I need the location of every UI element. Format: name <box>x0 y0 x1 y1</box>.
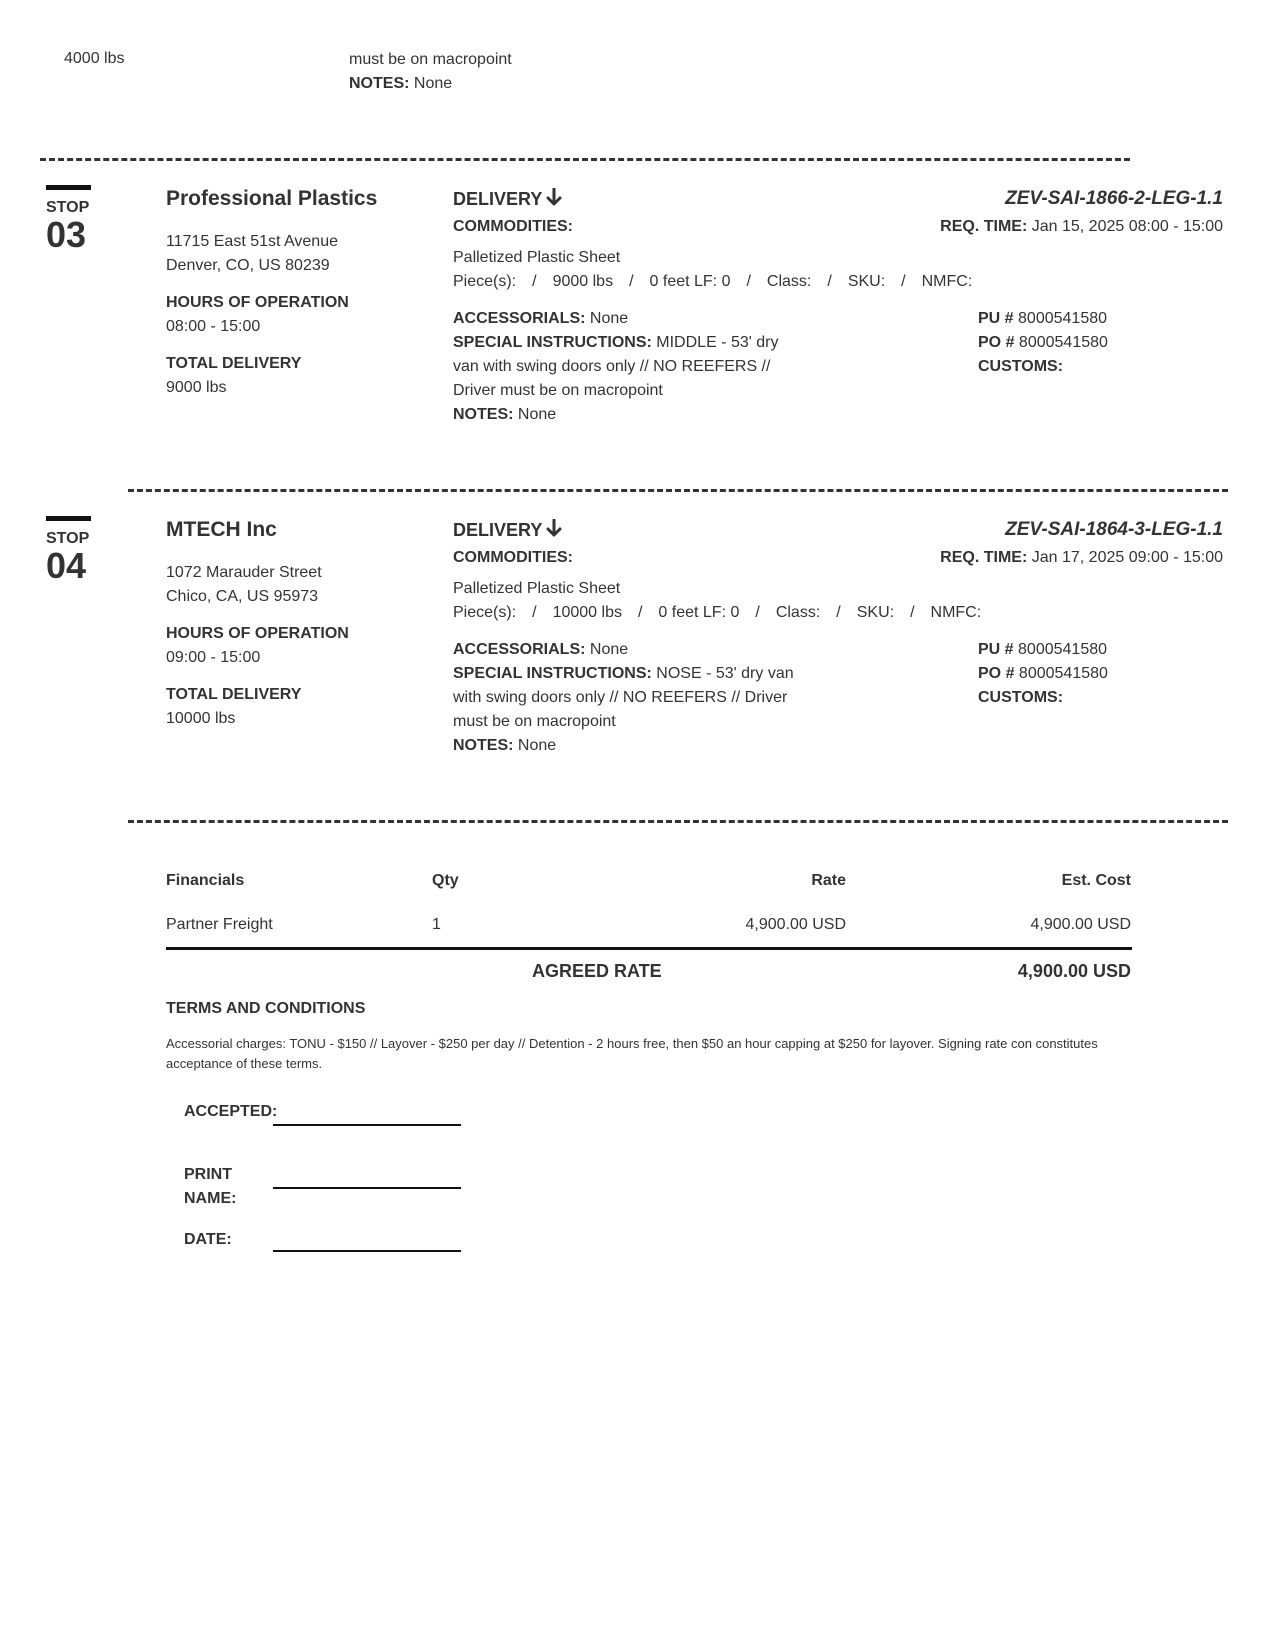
financials-cost: 4,900.00 USD <box>1030 916 1131 933</box>
separator: / <box>827 273 832 290</box>
stop-number: 03 <box>46 214 87 255</box>
pu-number <box>978 638 1107 662</box>
financials-total-rule <box>166 947 1132 950</box>
req-time-label: REQ. TIME: <box>940 549 1028 566</box>
weight-value: 10000 lbs <box>552 604 622 621</box>
total-delivery-value: 9000 lbs <box>166 379 227 396</box>
notes-value: None <box>517 737 557 754</box>
company-name: MTECH Inc <box>166 518 277 541</box>
accessorials-value: None <box>589 641 629 658</box>
special-instructions-line-2: with swing doors only // NO REEFERS // Driver <box>453 689 788 706</box>
stop-divider <box>40 158 1130 161</box>
po-value: 8000541580 <box>1018 334 1108 351</box>
special-instructions-line-2: van with swing doors only // NO REEFERS // <box>453 358 771 375</box>
req-time-value: Jan 15, 2025 08:00 - 15:00 <box>1031 218 1223 235</box>
special-instructions-line-3: must be on macropoint <box>453 713 616 730</box>
delivery-label: DELIVERY <box>453 189 543 209</box>
stop-marker-bar <box>46 185 91 190</box>
accessorials <box>453 307 628 331</box>
customs-label: CUSTOMS: <box>978 689 1064 706</box>
accepted-label: ACCEPTED: <box>184 1103 278 1120</box>
financials-header-qty: Qty <box>432 872 459 889</box>
special-instructions-line-1 <box>453 662 794 686</box>
stop-number: 04 <box>46 545 87 586</box>
notes-value: None <box>413 75 453 92</box>
po-label: PO # <box>978 665 1015 682</box>
sku-label: SKU: <box>856 604 895 621</box>
total-delivery-label: TOTAL DELIVERY <box>166 686 302 703</box>
leg-id: ZEV-SAI-1864-3-LEG-1.1 <box>1005 519 1223 540</box>
arrow-down-icon <box>546 519 562 542</box>
delivery-heading <box>453 519 562 542</box>
separator: / <box>532 604 537 621</box>
weight-value: 9000 lbs <box>552 273 614 290</box>
special-instructions-label: SPECIAL INSTRUCTIONS: <box>453 665 652 682</box>
separator: / <box>746 273 751 290</box>
separator: / <box>910 604 915 621</box>
hours-value: 09:00 - 15:00 <box>166 649 261 666</box>
print-name-label-line-2: NAME: <box>184 1190 237 1207</box>
nmfc-label: NMFC: <box>921 273 973 290</box>
pu-label: PU # <box>978 310 1014 327</box>
notes <box>453 403 556 427</box>
special-instructions-label: SPECIAL INSTRUCTIONS: <box>453 334 652 351</box>
agreed-rate-value: 4,900.00 USD <box>1017 961 1131 981</box>
req-time-value: Jan 17, 2025 09:00 - 15:00 <box>1031 549 1223 566</box>
stop-label: STOP <box>46 530 90 547</box>
arrow-down-icon <box>546 188 562 211</box>
class-label: Class: <box>775 604 821 621</box>
pieces-label: Piece(s): <box>453 604 517 621</box>
financials-qty: 1 <box>432 916 441 933</box>
pieces-line <box>453 601 981 625</box>
company-name: Professional Plastics <box>166 187 378 210</box>
notes-value: None <box>517 406 557 423</box>
accessorials-label: ACCESSORIALS: <box>453 641 586 658</box>
feet-value: 0 feet LF: 0 <box>649 273 731 290</box>
po-label: PO # <box>978 334 1015 351</box>
total-delivery-label: TOTAL DELIVERY <box>166 355 302 372</box>
address-line-1: 11715 East 51st Avenue <box>166 233 338 250</box>
accessorials-value: None <box>589 310 629 327</box>
agreed-rate-label: AGREED RATE <box>532 961 662 981</box>
terms-text: Accessorial charges: TONU - $150 // Layover - $250 per day // Detention - 2 hours free, then $50 an hour capping at $250 for layover. Signing rate con constitutes acceptance of these terms. <box>166 1036 1098 1071</box>
separator: / <box>836 604 841 621</box>
date-line[interactable] <box>273 1250 461 1252</box>
delivery-label: DELIVERY <box>453 520 543 540</box>
pu-label: PU # <box>978 641 1014 658</box>
prev-notes <box>349 72 452 96</box>
customs-label: CUSTOMS: <box>978 358 1064 375</box>
sku-label: SKU: <box>847 273 886 290</box>
total-delivery-value: 10000 lbs <box>166 710 236 727</box>
po-value: 8000541580 <box>1018 665 1108 682</box>
po-number <box>978 331 1108 355</box>
address-line-1: 1072 Marauder Street <box>166 564 322 581</box>
financials-item: Partner Freight <box>166 916 273 933</box>
separator: / <box>901 273 906 290</box>
accessorials-label: ACCESSORIALS: <box>453 310 586 327</box>
commodities-label: COMMODITIES: <box>453 218 573 235</box>
stop-marker-bar <box>46 516 91 521</box>
address-line-2: Denver, CO, US 80239 <box>166 257 330 274</box>
financials-header-cost: Est. Cost <box>1061 872 1131 889</box>
commodities-label: COMMODITIES: <box>453 549 573 566</box>
notes-label: NOTES: <box>453 406 514 423</box>
separator: / <box>637 604 643 621</box>
print-name-line[interactable] <box>273 1187 461 1189</box>
accepted-signature-line[interactable] <box>273 1124 461 1126</box>
commodity-name: Palletized Plastic Sheet <box>453 580 621 597</box>
special-instructions-value: MIDDLE - 53' dry <box>656 334 779 351</box>
nmfc-label: NMFC: <box>930 604 982 621</box>
date-label: DATE: <box>184 1231 232 1248</box>
financials-header-item: Financials <box>166 872 245 889</box>
req-time <box>940 215 1223 239</box>
pieces-label: Piece(s): <box>453 273 517 290</box>
terms-heading: TERMS AND CONDITIONS <box>166 1000 366 1017</box>
pu-value: 8000541580 <box>1018 641 1108 658</box>
po-number <box>978 662 1108 686</box>
special-instructions-line-3: Driver must be on macropoint <box>453 382 663 399</box>
address-line-2: Chico, CA, US 95973 <box>166 588 319 605</box>
hours-label: HOURS OF OPERATION <box>166 625 349 642</box>
financials-rate: 4,900.00 USD <box>745 916 846 933</box>
accessorials <box>453 638 628 662</box>
stop-divider <box>128 489 1228 492</box>
separator: / <box>532 273 537 290</box>
stop-divider <box>128 820 1228 823</box>
special-instructions-line-1 <box>453 331 778 355</box>
leg-id: ZEV-SAI-1866-2-LEG-1.1 <box>1005 188 1223 209</box>
notes-label: NOTES: <box>349 75 410 92</box>
req-time <box>940 546 1223 570</box>
pieces-line <box>453 270 972 294</box>
prev-special-instructions-tail: must be on macropoint <box>349 51 512 68</box>
special-instructions-value: NOSE - 53' dry van <box>656 665 794 682</box>
delivery-heading <box>453 188 562 211</box>
pu-value: 8000541580 <box>1018 310 1108 327</box>
notes <box>453 734 556 758</box>
separator: / <box>755 604 760 621</box>
req-time-label: REQ. TIME: <box>940 218 1028 235</box>
class-label: Class: <box>766 273 812 290</box>
print-name-label-line-1: PRINT <box>184 1166 232 1183</box>
separator: / <box>629 273 634 290</box>
hours-label: HOURS OF OPERATION <box>166 294 349 311</box>
prev-total-delivery: 4000 lbs <box>64 50 125 67</box>
pu-number <box>978 307 1107 331</box>
stop-label: STOP <box>46 199 90 216</box>
commodity-name: Palletized Plastic Sheet <box>453 249 621 266</box>
notes-label: NOTES: <box>453 737 514 754</box>
financials-header-rate: Rate <box>811 872 846 889</box>
hours-value: 08:00 - 15:00 <box>166 318 261 335</box>
feet-value: 0 feet LF: 0 <box>658 604 740 621</box>
